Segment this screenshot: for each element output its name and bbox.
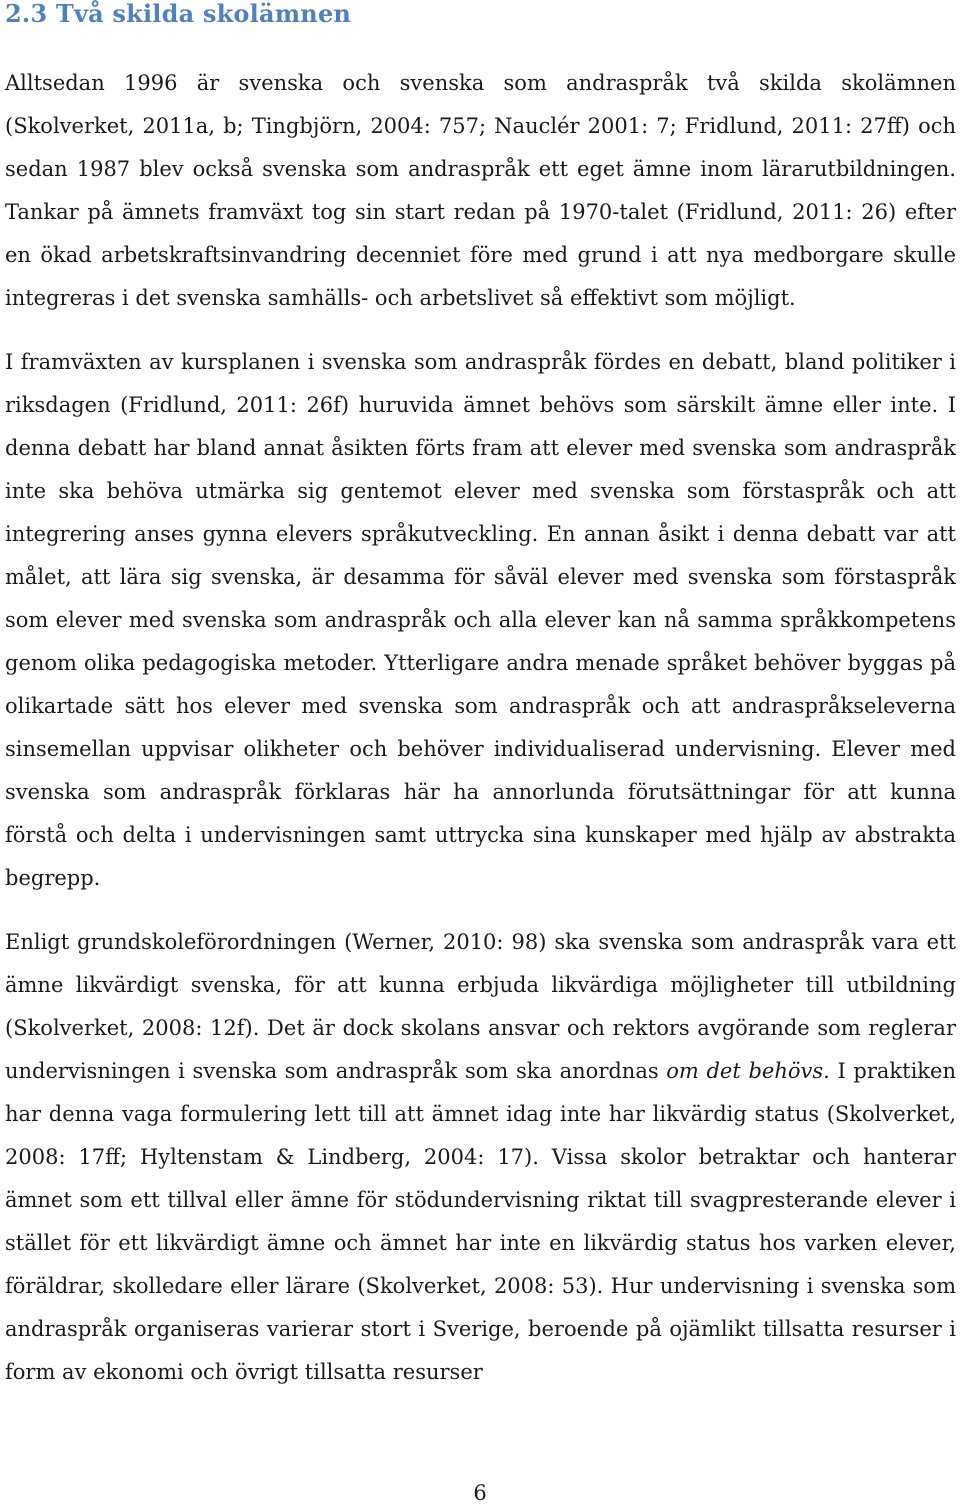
paragraph-3-emphasis: om det behövs.	[666, 1059, 830, 1083]
paragraph-1: Alltsedan 1996 är svenska och svenska som andraspråk två skilda skolämnen (Skolverket, 2011a, b; Tingbjörn, 2004: 757; Nauclér 2001: 7; Fridlund, 2011: 27ff) och sedan 1987 blev också svenska som andraspråk ett eget ämne inom lärarutbildningen. Tankar på ämnets framväxt tog sin start redan på 1970-talet (Fridlund, 2011: 26) efter en ökad arbetskraftsinvandring decenniet före med grund i att nya medborgare skulle integreras i det svenska samhälls- och arbetslivet så effektivt som möjligt.	[5, 71, 956, 310]
paragraph-3-text-after: I praktiken har denna vaga formulering lett till att ämnet idag inte har likvärdig status (Skolverket, 2008: 17ff; Hyltenstam & Lindberg, 2004: 17). Vissa skolor betraktar och hanterar ämnet som ett tillval eller ämne för stödundervisning riktat till svagpresterande elever i stället för ett likvärdigt ämne och ämnet har inte en likvärdig status hos varken elever, föräldrar, skolledare eller lärare (Skolverket, 2008: 53). Hur undervisning i svenska som andraspråk organiseras varierar stort i Sverige, beroende på ojämlikt tillsatta resurser i form av ekonomi och övrigt tillsatta resurser	[5, 1059, 956, 1384]
section-heading: 2.3 Två skilda skolämnen	[5, 0, 352, 28]
paragraph-3	[5, 921, 956, 1394]
paragraph-2: I framväxten av kursplanen i svenska som andraspråk fördes en debatt, bland politiker i riksdagen (Fridlund, 2011: 26f) huruvida ämnet behövs som särskilt ämne eller inte. I denna debatt har bland annat åsikten förts fram att elever med svenska som andraspråk inte ska behöva utmärka sig gentemot elever med svenska som förstaspråk och att integrering anses gynna elevers språkutveckling. En annan åsikt i denna debatt var att målet, att lära sig svenska, är desamma för såväl elever med svenska som förstaspråk som elever med svenska som andraspråk och alla elever kan nå samma språkkompetens genom olika pedagogiska metoder. Ytterligare andra menade språket behöver byggas på olikartade sätt hos elever med svenska som andraspråk och att andraspråkseleverna sinsemellan uppvisar olikheter och behöver individualiserad undervisning. Elever med svenska som andraspråk förklaras här ha annorlunda förutsättningar för att kunna förstå och delta i undervisningen samt uttrycka sina kunskaper med hjälp av abstrakta begrepp.	[5, 350, 956, 890]
document-page	[5, 0, 956, 1394]
paragraph-3-text-before: Enligt grundskoleförordningen (Werner, 2010: 98) ska svenska som andraspråk vara ett ämne likvärdigt svenska, för att kunna erbjuda likvärdiga möjligheter till utbildning (Skolverket, 2008: 12f). Det är dock skolans ansvar och rektors avgörande som reglerar undervisningen i svenska som andraspråk som ska anordnas	[5, 930, 956, 1083]
page-number: 6	[473, 1481, 487, 1505]
